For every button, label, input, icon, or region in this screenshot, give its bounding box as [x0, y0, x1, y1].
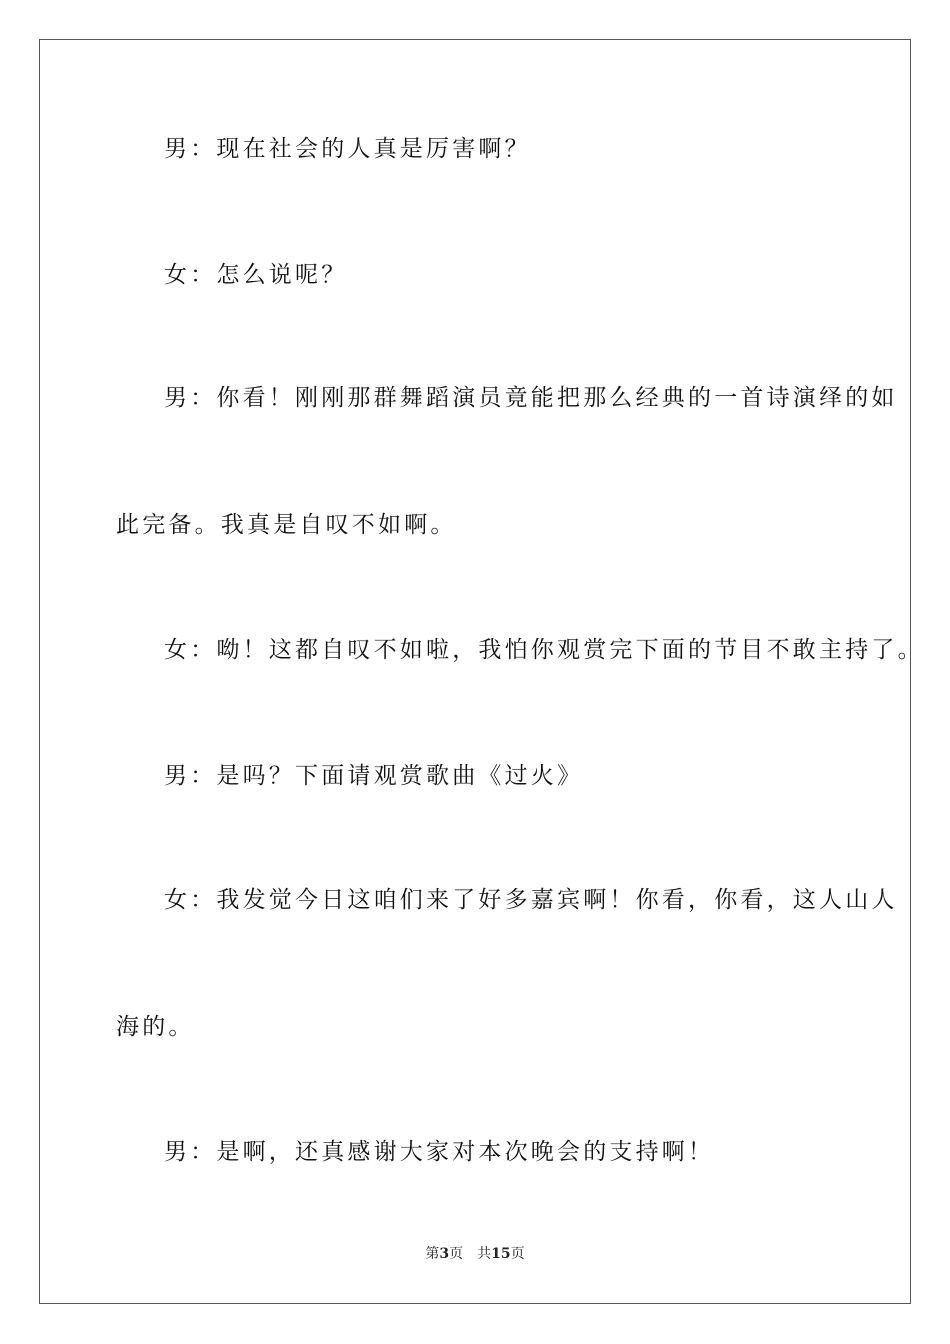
dialogue-line: 女：呦！这都自叹不如啦，我怕你观赏完下面的节目不敢主持了。 [164, 637, 924, 663]
total-prefix: 共 [477, 1246, 492, 1262]
page-number: 3 [439, 1246, 450, 1262]
page-suffix: 页 [449, 1246, 464, 1262]
total-suffix: 页 [510, 1246, 525, 1262]
dialogue-line: 男：是啊，还真感谢大家对本次晚会的支持啊！ [164, 1139, 715, 1165]
dialogue-line: 男：现在社会的人真是厉害啊？ [164, 136, 531, 162]
dialogue-line: 男：是吗？下面请观赏歌曲《过火》 [164, 763, 584, 789]
dialogue-line-continuation: 此完备。我真是自叹不如啊。 [116, 512, 457, 538]
total-pages: 15 [491, 1246, 511, 1262]
dialogue-line: 女：怎么说呢？ [164, 262, 348, 288]
dialogue-line-continuation: 海的。 [116, 1014, 195, 1040]
page-prefix: 第 [425, 1246, 440, 1262]
dialogue-line: 女：我发觉今日这咱们来了好多嘉宾啊！你看，你看，这人山人 [164, 887, 898, 913]
page-frame [39, 39, 924, 1304]
page-footer [40, 1245, 910, 1263]
dialogue-line: 男：你看！刚刚那群舞蹈演员竟能把那么经典的一首诗演绎的如 [164, 385, 898, 411]
